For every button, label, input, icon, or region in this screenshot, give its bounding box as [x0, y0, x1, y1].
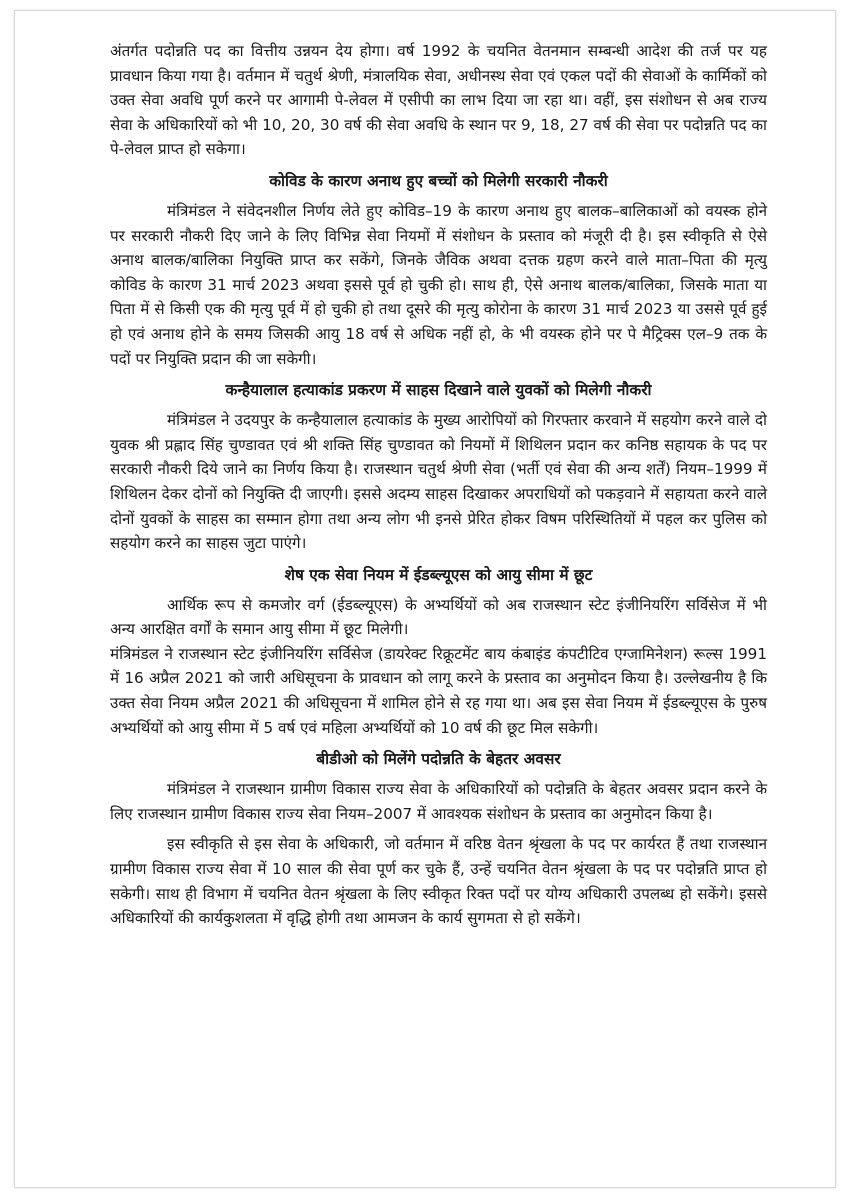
paragraph-bdo-promotion-1: मंत्रिमंडल ने राजस्थान ग्रामीण विकास राज्य सेवा के अधिकारियों को पदोन्नति के बेहतर अवसर प्रदान करने के लिए राजस्थान ग्रामीण विकास राज्य सेवा नियम–2007 में आवश्यक संशोधन के प्रस्ताव का अनुमोदन किया है। [110, 780, 767, 823]
document-body [110, 39, 767, 931]
paragraph-kanhaiyalal-case: मंत्रिमंडल ने उदयपुर के कन्हैयालाल हत्याकांड के मुख्य आरोपियों को गिरफ्तार करवाने में सहयोग करने वाले दो युवक श्री प्रह्लाद सिंह चुण्डावत एवं श्री शक्ति सिंह चुण्डावत को नियमों में शिथिलन प्रदान कर कनिष्ठ सहायक के पद पर सरकारी नौकरी दिये जाने का निर्णय किया है। राजस्थान चतुर्थ श्रेणी सेवा (भर्ती एवं सेवा की अन्य शर्तें) नियम–1999 में शिथिलन देकर दोनों को नियुक्ति दी जाएगी। इससे अदम्य साहस दिखाकर अपराधियों को पकड़वाने में सहायता करने वाले दोनों युवकों के साहस का सम्मान होगा तथा अन्य लोग भी इनसे प्रेरित होकर विषम परिस्थितियों में पहल कर पुलिस को सहयोग करने का साहस जुटा पाएंगे। [110, 411, 767, 553]
intro-paragraph: अंतर्गत पदोन्नति पद का वित्तीय उन्नयन देय होगा। वर्ष 1992 के चयनित वेतनमान सम्बन्धी आदेश की तर्ज पर यह प्रावधान किया गया है। वर्तमान में चतुर्थ श्रेणी, मंत्रालयिक सेवा, अधीनस्थ सेवा एवं एकल पदों की सेवाओं के कार्मिकों को उक्त सेवा अवधि पूर्ण करने पर आगामी पे-लेवल में एसीपी का लाभ दिया जा रहा था। वहीं, इस संशोधन से अब राज्य सेवा के अधिकारियों को भी 10, 20, 30 वर्ष की सेवा अवधि के स्थान पर 9, 18, 27 वर्ष की सेवा पर पदोन्नति पद का पे-लेवल प्राप्त हो सकेगा। [110, 42, 767, 159]
paragraph-bdo-promotion-2: इस स्वीकृति से इस सेवा के अधिकारी, जो वर्तमान में वरिष्ठ वेतन श्रृंखला के पद पर कार्यरत हैं तथा राजस्थान ग्रामीण विकास राज्य सेवा में 10 साल की सेवा पूर्ण कर चुके हैं, उन्हें चयनित वेतन श्रृंखला के पद पर पदोन्नति प्राप्त हो सकेगी। साथ ही विभाग में चयनित वेतन श्रृंखला के लिए स्वीकृत रिक्त पदों पर योग्य अधिकारी उपलब्ध हो सकेंगे। इससे अधिकारियों की कार्यकुशलता में वृद्धि होगी तथा आमजन के कार्य सुगमता से हो सकेंगे। [110, 835, 767, 928]
paragraph-ews-age-relaxation-2: मंत्रिमंडल ने राजस्थान स्टेट इंजीनियरिंग सर्विसेज (डायरेक्ट रिक्रूटमेंट बाय कंबाइंड कंपटीटिव एग्जामिनेशन) रूल्स 1991 में 16 अप्रैल 2021 को जारी अधिसूचना के प्रावधान को लागू करने के प्रस्ताव का अनुमोदन किया है। उल्लेखनीय है कि उक्त सेवा नियम अप्रैल 2021 की अधिसूचना में शामिल होने से रह गया था। अब इस सेवा नियम में ईडब्ल्यूएस के पुरुष अभ्यर्थियों को आयु सीमा में 5 वर्ष एवं महिला अभ्यर्थियों को 10 वर्ष की छूट मिल सकेगी। [110, 644, 768, 737]
section-heading-bdo-promotion: बीडीओ को मिलेंगे पदोन्नति के बेहतर अवसर [316, 750, 561, 769]
document-page [14, 10, 836, 1188]
section-heading-ews-age-relaxation: शेष एक सेवा नियम में ईडब्ल्यूएस को आयु सीमा में छूट [284, 565, 593, 584]
section-heading-covid-orphans: कोविड के कारण अनाथ हुए बच्चों को मिलेगी सरकारी नौकरी [269, 171, 608, 190]
section-heading-kanhaiyalal-case: कन्हैयालाल हत्याकांड प्रकरण में साहस दिखाने वाले युवकों को मिलेगी नौकरी [225, 381, 652, 400]
paragraph-covid-orphans: मंत्रिमंडल ने संवेदनशील निर्णय लेते हुए कोविड–19 के कारण अनाथ हुए बालक–बालिकाओं को वयस्क होने पर सरकारी नौकरी दिए जाने के लिए विभिन्न सेवा नियमों में संशोधन के प्रस्ताव को मंजूरी दी है। इस स्वीकृति से ऐसे अनाथ बालक/बालिका नियुक्ति प्राप्त कर सकेंगे, जिनके जैविक अथवा दत्तक ग्रहण करने वाले माता–पिता की मृत्यु कोविड के कारण 31 मार्च 2023 अथवा इससे पूर्व हो चुकी हो। साथ ही, ऐसे अनाथ बालक/बालिका, जिसके माता या पिता में से किसी एक की मृत्यु पूर्व में हो चुकी हो तथा दूसरे की मृत्यु कोरोना के कारण 31 मार्च 2023 या उससे पूर्व हुई हो एवं अनाथ होने के समय जिसकी आयु 18 वर्ष से अधिक नहीं हो, के भी वयस्क होने पर पे मैट्रिक्स एल–9 तक के पदों पर नियुक्ति प्रदान की जा सकेगी। [110, 201, 767, 368]
paragraph-ews-age-relaxation-1: आर्थिक रूप से कमजोर वर्ग (ईडब्ल्यूएस) के अभ्यर्थियों को अब राजस्थान स्टेट इंजीनियरिंग सर्विसेज में भी अन्य आरक्षित वर्गों के समान आयु सीमा में छूट मिलेगी। [110, 595, 767, 639]
